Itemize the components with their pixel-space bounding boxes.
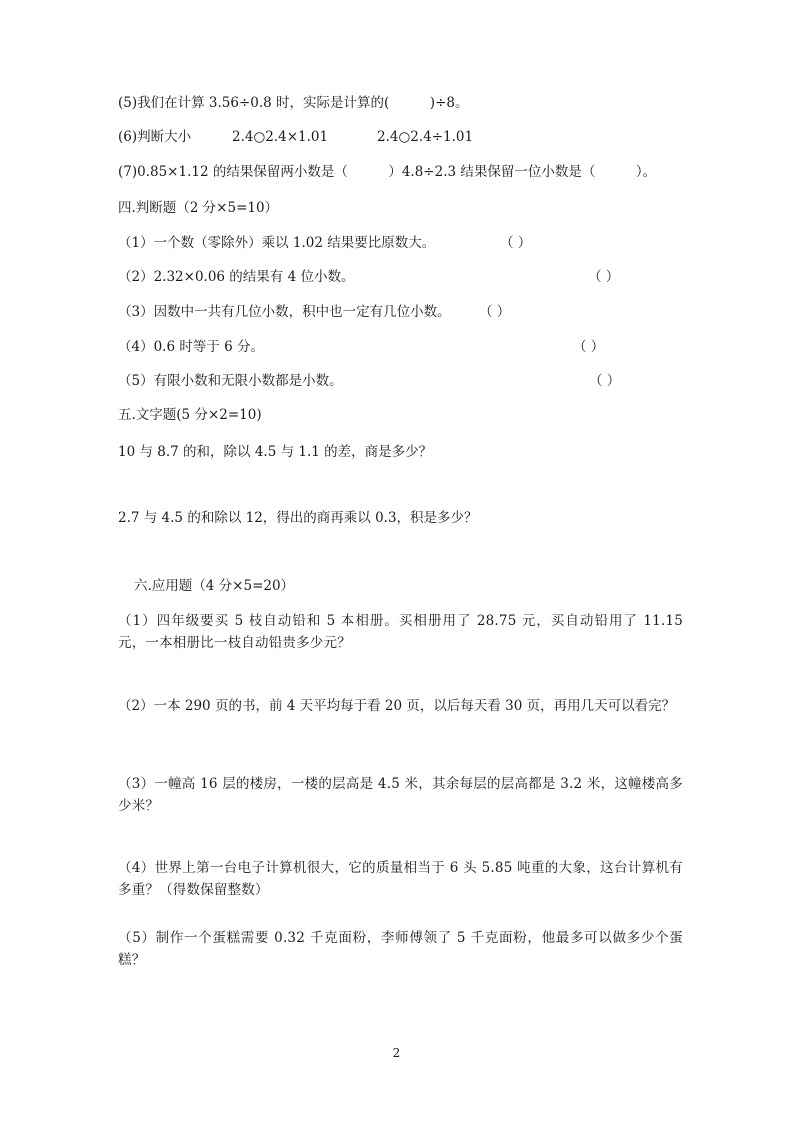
judge-item-3-answer-paren: （ ） bbox=[479, 304, 511, 320]
judge-item-4: （4）0.6 时等于 6 分。 bbox=[118, 339, 265, 355]
fill-blank-q6-compare-a: 2.4○2.4×1.01 bbox=[232, 129, 329, 145]
fill-blank-q5: (5)我们在计算 3.56÷0.8 时，实际是计算的( )÷8。 bbox=[118, 95, 469, 111]
fill-blank-q6-compare-b: 2.4○2.4÷1.01 bbox=[377, 129, 474, 145]
page-number: 2 bbox=[392, 1046, 401, 1060]
application-problem-3: （3）一幢高 16 层的楼房，一楼的层高是 4.5 米，其余每层的层高都是 3.2 米，这幢楼高多少米？ bbox=[118, 776, 683, 814]
fill-blank-q7: (7)0.85×1.12 的结果保留两小数是（ ）4.8÷2.3 结果保留一位小数是（ ）。 bbox=[118, 164, 657, 180]
section5-title: 五.文字题(5 分×2=10) bbox=[118, 407, 262, 423]
judge-item-1-answer-paren: （ ） bbox=[500, 235, 532, 251]
judge-item-5-answer-paren: （ ） bbox=[589, 373, 621, 389]
application-problem-2: （2）一本 290 页的书，前 4 天平均每于看 20 页，以后每天看 30 页，再用几天可以看完？ bbox=[118, 698, 676, 714]
judge-item-4-answer-paren: （ ） bbox=[573, 339, 605, 355]
application-problem-5: （5）制作一个蛋糕需要 0.32 千克面粉，李师傅领了 5 千克面粉，他最多可以做多少个蛋糕？ bbox=[118, 930, 683, 968]
application-problem-4: （4）世界上第一台电子计算机很大，它的质量相当于 6 头 5.85 吨重的大象，这台计算机有多重？（得数保留整数） bbox=[118, 860, 683, 898]
judge-item-2: （2）2.32×0.06 的结果有 4 位小数。 bbox=[118, 269, 355, 285]
fill-blank-q6-label: (6)判断大小 bbox=[118, 129, 192, 145]
word-problem-1: 10 与 8.7 的和，除以 4.5 与 1.1 的差，商是多少？ bbox=[118, 444, 433, 460]
word-problem-2: 2.7 与 4.5 的和除以 12，得出的商再乘以 0.3，积是多少？ bbox=[118, 510, 478, 526]
judge-item-5: （5）有限小数和无限小数都是小数。 bbox=[118, 373, 343, 389]
section6-title: 六.应用题（4 分×5=20） bbox=[134, 578, 295, 594]
application-problem-1: （1）四年级要买 5 枝自动铅和 5 本相册。买相册用了 28.75 元，买自动铅用了 11.15 元，一本相册比一枝自动铅贵多少元？ bbox=[118, 613, 683, 651]
judge-item-3: （3）因数中一共有几位小数，积中也一定有几位小数。 bbox=[118, 304, 451, 320]
section4-title: 四.判断题（2 分×5=10） bbox=[118, 200, 279, 216]
judge-item-2-answer-paren: （ ） bbox=[588, 269, 620, 285]
judge-item-1: （1）一个数（零除外）乘以 1.02 结果要比原数大。 bbox=[118, 235, 436, 251]
